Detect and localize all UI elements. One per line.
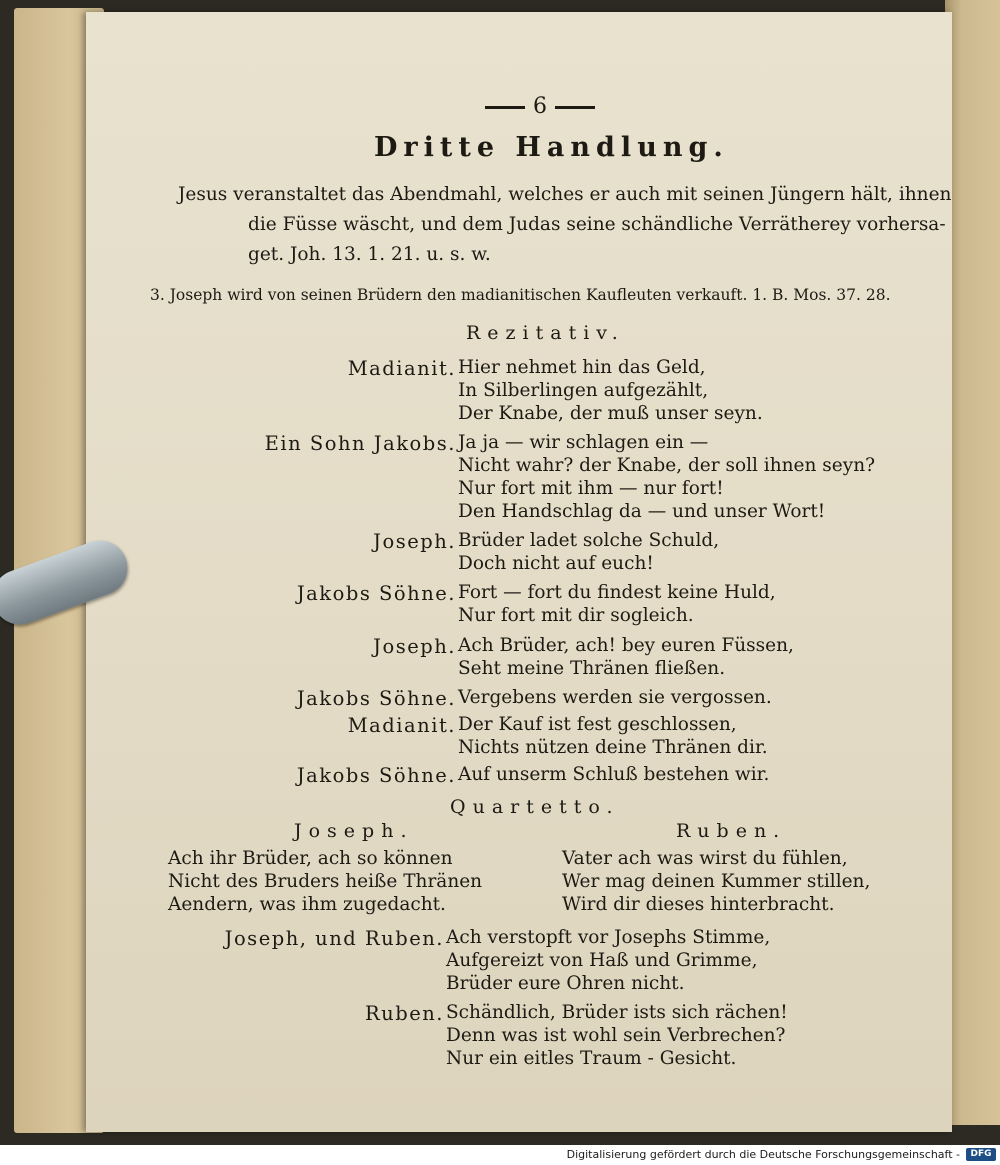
dfg-logo: DFG [966,1148,996,1161]
recitative-heading: Rezitativ. [466,322,625,344]
dialogue-line: Fort — fort du findest keine Huld, [458,582,776,603]
dialogue-line: Auf unserm Schluß bestehen wir. [458,764,770,785]
dialogue-line: Nur fort mit dir sogleich. [458,605,694,626]
dialogue-line: Brüder eure Ohren nicht. [446,973,685,994]
dialogue-line: Vergebens werden sie vergossen. [458,687,772,708]
dialogue-line: Hier nehmet hin das Geld, [458,357,706,378]
dialogue-line: Ach Brüder, ach! bey euren Füssen, [458,635,794,656]
quartet-right-line: Wer mag deinen Kummer stillen, [562,871,871,892]
dialogue-line: Brüder ladet solche Schuld, [458,530,720,551]
quartet-right-line: Wird dir dieses hinterbracht. [562,894,835,915]
dialogue-line: Denn was ist wohl sein Verbrechen? [446,1025,786,1046]
speaker-jakobs-sohn: Ein Sohn Jakobs. [264,432,456,455]
quartet-left-line: Nicht des Bruders heiße Thränen [168,871,483,892]
book-page [86,12,952,1132]
dialogue-line: Schändlich, Brüder ists sich rächen! [446,1002,788,1023]
dialogue-line: Nichts nützen deine Thränen dir. [458,737,768,758]
dialogue-line: Nur ein eitles Traum - Gesicht. [446,1048,737,1069]
rule-right [555,106,595,109]
quartet-left-line: Ach ihr Brüder, ach so können [168,848,453,869]
dialogue-line: Ja ja — wir schlagen ein — [458,432,709,453]
quartet-heading: Quartetto. [450,796,620,818]
speaker-joseph-2: Joseph. [373,635,456,658]
dialogue-line: Seht meine Thränen fließen. [458,658,726,679]
intro-line-2: die Füsse wäscht, und dem Judas seine schändliche Verrätherey vorhersa- [248,214,946,235]
speaker-joseph-1: Joseph. [373,530,456,553]
speaker-madianit-2: Madianit. [347,714,456,737]
dialogue-line: Der Knabe, der muß unser seyn. [458,403,763,424]
speaker-jakobs-soehne-1: Jakobs Söhne. [296,582,456,605]
quartet-right-line: Vater ach was wirst du fühlen, [562,848,848,869]
intro-line-1: Jesus veranstaltet das Abendmahl, welches er auch mit seinen Jüngern hält, ihnen [178,184,952,205]
next-page-edge [945,0,1000,1125]
speaker-jakobs-soehne-2: Jakobs Söhne. [296,687,456,710]
dialogue-line: Nur fort mit ihm — nur fort! [458,478,724,499]
dialogue-line: Doch nicht auf euch! [458,553,654,574]
speaker-jakobs-soehne-3: Jakobs Söhne. [296,764,456,787]
dialogue-line: In Silberlingen aufgezählt, [458,380,709,401]
dialogue-line: Nicht wahr? der Knabe, der soll ihnen seyn? [458,455,876,476]
rule-left [485,106,525,109]
digitization-footer [0,1145,1000,1165]
speaker-joseph-und-ruben: Joseph, und Ruben. [224,927,444,950]
footer-credit: Digitalisierung gefördert durch die Deutsche Forschungsgemeinschaft - [566,1148,960,1161]
dialogue-line: Aufgereizt von Haß und Grimme, [446,950,758,971]
speaker-madianit-1: Madianit. [347,357,456,380]
dialogue-line: Den Handschlag da — und unser Wort! [458,501,826,522]
quartet-left-line: Aendern, was ihm zugedacht. [168,894,446,915]
dialogue-line: Der Kauf ist fest geschlossen, [458,714,737,735]
quartet-left-speaker: Joseph. [294,820,414,842]
section-heading: Dritte Handlung. [374,132,729,163]
page-number: 6 [470,94,610,119]
quartet-right-speaker: Ruben. [676,820,787,842]
intro-line-3: get. Joh. 13. 1. 21. u. s. w. [248,244,491,265]
scripture-note: 3. Joseph wird von seinen Brüdern den madianitischen Kaufleuten verkauft. 1. B. Mos. 37. 28. [150,286,891,304]
speaker-ruben: Ruben. [364,1002,444,1025]
dialogue-line: Ach verstopft vor Josephs Stimme, [446,927,771,948]
